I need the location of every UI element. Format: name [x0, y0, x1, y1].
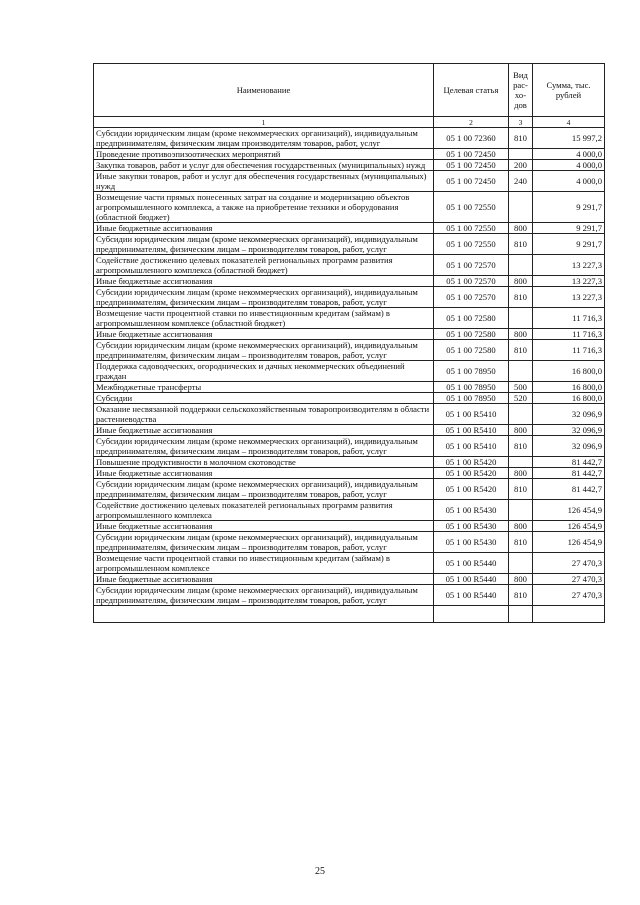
cell-code: 05 1 00 R5430: [434, 532, 509, 553]
header-code: Целевая статья: [434, 64, 509, 117]
cell-kind: 520: [509, 393, 533, 404]
cell-code: 05 1 00 72570: [434, 287, 509, 308]
cell-name: Повышение продуктивности в молочном скотоводстве: [94, 457, 434, 468]
cell-name: Субсидии юридическим лицам (кроме некоммерческих организаций), индивидуальным предпринимателям, физическим лицам – производителям товаров, работ, услуг: [94, 287, 434, 308]
table-body: [94, 128, 605, 623]
table-row: [94, 255, 605, 276]
table-row: [94, 160, 605, 171]
cell-sum: 4 000,0: [533, 160, 605, 171]
table-row: [94, 457, 605, 468]
cell-sum: 9 291,7: [533, 192, 605, 223]
cell-kind: [509, 500, 533, 521]
cell-kind: [509, 149, 533, 160]
cell-code: 05 1 00 78950: [434, 361, 509, 382]
cell-kind: 810: [509, 436, 533, 457]
cell-code: 05 1 00 78950: [434, 382, 509, 393]
table-row: [94, 149, 605, 160]
cell-sum: 13 227,3: [533, 276, 605, 287]
cell-code: 05 1 00 R5420: [434, 479, 509, 500]
table-row: [94, 361, 605, 382]
table-row: [94, 553, 605, 574]
cell-code: 05 1 00 72550: [434, 234, 509, 255]
cell-sum: 16 800,0: [533, 361, 605, 382]
cell-code: 05 1 00 72550: [434, 192, 509, 223]
cell-kind: [509, 457, 533, 468]
cell-code: 05 1 00 R5430: [434, 521, 509, 532]
table-row: [94, 276, 605, 287]
header-name: Наименование: [94, 64, 434, 117]
column-number: 2: [434, 117, 509, 128]
cell-name: Возмещение части прямых понесенных затрат на создание и модернизацию объектов агропромышленного комплекса, а также на приобретение техники и оборудования (областной бюджет): [94, 192, 434, 223]
cell-name: Субсидии юридическим лицам (кроме некоммерческих организаций), индивидуальным предпринимателям, физическим лицам – производителям товаров, работ, услуг: [94, 585, 434, 606]
cell-code: 05 1 00 R5410: [434, 425, 509, 436]
cell-code: 05 1 00 72450: [434, 160, 509, 171]
cell-sum: 11 716,3: [533, 340, 605, 361]
cell-kind: 500: [509, 382, 533, 393]
table-row: [94, 468, 605, 479]
empty-cell: [434, 606, 509, 623]
cell-sum: 16 800,0: [533, 382, 605, 393]
cell-kind: 810: [509, 340, 533, 361]
table-row: [94, 436, 605, 457]
cell-sum: 4 000,0: [533, 149, 605, 160]
cell-sum: 32 096,9: [533, 436, 605, 457]
table-row: [94, 585, 605, 606]
cell-kind: 810: [509, 532, 533, 553]
cell-name: Субсидии юридическим лицам (кроме некоммерческих организаций), индивидуальным предпринимателям, физическим лицам – производителям товаров, работ, услуг: [94, 436, 434, 457]
cell-sum: 32 096,9: [533, 404, 605, 425]
cell-name: Поддержка садоводческих, огороднических и дачных некоммерческих объединений граждан: [94, 361, 434, 382]
cell-code: 05 1 00 78950: [434, 393, 509, 404]
cell-code: 05 1 00 R5440: [434, 553, 509, 574]
cell-code: 05 1 00 72570: [434, 255, 509, 276]
cell-kind: [509, 308, 533, 329]
table-row: [94, 171, 605, 192]
cell-code: 05 1 00 R5440: [434, 585, 509, 606]
column-number: 3: [509, 117, 533, 128]
table-row: [94, 234, 605, 255]
cell-sum: 15 997,2: [533, 128, 605, 149]
cell-code: 05 1 00 R5410: [434, 404, 509, 425]
cell-code: 05 1 00 72570: [434, 276, 509, 287]
cell-sum: 27 470,3: [533, 585, 605, 606]
budget-table: [93, 63, 605, 623]
table-row: [94, 574, 605, 585]
cell-sum: 126 454,9: [533, 532, 605, 553]
cell-name: Оказание несвязанной поддержки сельскохозяйственным товаропроизводителям в области растениеводства: [94, 404, 434, 425]
cell-name: Иные бюджетные ассигнования: [94, 521, 434, 532]
cell-sum: 4 000,0: [533, 171, 605, 192]
cell-kind: 800: [509, 329, 533, 340]
cell-name: Субсидии юридическим лицам (кроме некоммерческих организаций), индивидуальным предпринимателям, физическим лицам производителям товаров, работ, услуг: [94, 128, 434, 149]
cell-name: Возмещение части процентной ставки по инвестиционным кредитам (займам) в агропромышленном комплексе (областной бюджет): [94, 308, 434, 329]
table-row: [94, 393, 605, 404]
cell-name: Иные бюджетные ассигнования: [94, 574, 434, 585]
table-row: [94, 479, 605, 500]
cell-kind: [509, 255, 533, 276]
table-row: [94, 521, 605, 532]
cell-sum: 13 227,3: [533, 255, 605, 276]
cell-code: 05 1 00 72450: [434, 149, 509, 160]
cell-name: Закупка товаров, работ и услуг для обеспечения государственных (муниципальных) нужд: [94, 160, 434, 171]
cell-sum: 27 470,3: [533, 574, 605, 585]
cell-kind: 240: [509, 171, 533, 192]
cell-code: 05 1 00 72450: [434, 171, 509, 192]
cell-code: 05 1 00 R5430: [434, 500, 509, 521]
header-sum: Сумма, тыс. рублей: [533, 64, 605, 117]
cell-kind: 200: [509, 160, 533, 171]
cell-sum: 81 442,7: [533, 457, 605, 468]
table-row: [94, 500, 605, 521]
cell-name: Содействие достижению целевых показателей региональных программ развития агропромышленного комплекса: [94, 500, 434, 521]
cell-name: Иные бюджетные ассигнования: [94, 329, 434, 340]
empty-cell: [94, 606, 434, 623]
cell-name: Субсидии юридическим лицам (кроме некоммерческих организаций), индивидуальным предпринимателям, физическим лицам – производителям товаров, работ, услуг: [94, 234, 434, 255]
page-number: 25: [315, 866, 325, 877]
table-row: [94, 425, 605, 436]
cell-code: 05 1 00 R5440: [434, 574, 509, 585]
cell-name: Проведение противоэпизоотических мероприятий: [94, 149, 434, 160]
cell-code: 05 1 00 R5410: [434, 436, 509, 457]
cell-kind: [509, 553, 533, 574]
empty-row: [94, 606, 605, 623]
cell-name: Межбюджетные трансферты: [94, 382, 434, 393]
table-row: [94, 329, 605, 340]
cell-kind: [509, 192, 533, 223]
cell-name: Иные бюджетные ассигнования: [94, 223, 434, 234]
cell-sum: 27 470,3: [533, 553, 605, 574]
table-row: [94, 382, 605, 393]
header-kind: Вид рас-хо-дов: [509, 64, 533, 117]
header-row: [94, 64, 605, 117]
table-row: [94, 404, 605, 425]
table-row: [94, 223, 605, 234]
cell-name: Иные бюджетные ассигнования: [94, 468, 434, 479]
cell-name: Субсидии: [94, 393, 434, 404]
cell-name: Иные закупки товаров, работ и услуг для обеспечения государственных (муниципальных) нужд: [94, 171, 434, 192]
cell-name: Субсидии юридическим лицам (кроме некоммерческих организаций), индивидуальным предпринимателям, физическим лицам – производителям товаров, работ, услуг: [94, 340, 434, 361]
cell-name: Возмещение части процентной ставки по инвестиционным кредитам (займам) в агропромышленном комплексе: [94, 553, 434, 574]
cell-name: Субсидии юридическим лицам (кроме некоммерческих организаций), индивидуальным предпринимателям, физическим лицам – производителям товаров, работ, услуг: [94, 532, 434, 553]
cell-kind: 800: [509, 223, 533, 234]
column-number: 4: [533, 117, 605, 128]
cell-code: 05 1 00 72580: [434, 308, 509, 329]
cell-code: 05 1 00 R5420: [434, 457, 509, 468]
cell-name: Содействие достижению целевых показателей региональных программ развития агропромышленного комплекса (областной бюджет): [94, 255, 434, 276]
table-row: [94, 532, 605, 553]
table-row: [94, 287, 605, 308]
cell-code: 05 1 00 72580: [434, 340, 509, 361]
cell-kind: 800: [509, 276, 533, 287]
table-row: [94, 128, 605, 149]
table-row: [94, 192, 605, 223]
cell-kind: 800: [509, 521, 533, 532]
cell-kind: 810: [509, 234, 533, 255]
cell-kind: 800: [509, 574, 533, 585]
empty-cell: [509, 606, 533, 623]
cell-name: Субсидии юридическим лицам (кроме некоммерческих организаций), индивидуальным предпринимателям, физическим лицам – производителям товаров, работ, услуг: [94, 479, 434, 500]
cell-name: Иные бюджетные ассигнования: [94, 425, 434, 436]
cell-kind: 810: [509, 585, 533, 606]
cell-code: 05 1 00 R5420: [434, 468, 509, 479]
empty-cell: [533, 606, 605, 623]
cell-kind: 800: [509, 425, 533, 436]
table-row: [94, 308, 605, 329]
cell-sum: 32 096,9: [533, 425, 605, 436]
column-number: 1: [94, 117, 434, 128]
cell-sum: 11 716,3: [533, 308, 605, 329]
cell-sum: 11 716,3: [533, 329, 605, 340]
table-row: [94, 340, 605, 361]
cell-sum: 126 454,9: [533, 521, 605, 532]
cell-code: 05 1 00 72360: [434, 128, 509, 149]
cell-sum: 9 291,7: [533, 223, 605, 234]
cell-kind: 810: [509, 479, 533, 500]
cell-sum: 9 291,7: [533, 234, 605, 255]
cell-sum: 81 442,7: [533, 468, 605, 479]
cell-code: 05 1 00 72580: [434, 329, 509, 340]
cell-name: Иные бюджетные ассигнования: [94, 276, 434, 287]
cell-kind: [509, 361, 533, 382]
cell-kind: 810: [509, 287, 533, 308]
cell-code: 05 1 00 72550: [434, 223, 509, 234]
cell-kind: 800: [509, 468, 533, 479]
cell-sum: 13 227,3: [533, 287, 605, 308]
cell-sum: 126 454,9: [533, 500, 605, 521]
cell-kind: [509, 404, 533, 425]
column-number-row: [94, 117, 605, 128]
cell-sum: 81 442,7: [533, 479, 605, 500]
cell-sum: 16 800,0: [533, 393, 605, 404]
cell-kind: 810: [509, 128, 533, 149]
